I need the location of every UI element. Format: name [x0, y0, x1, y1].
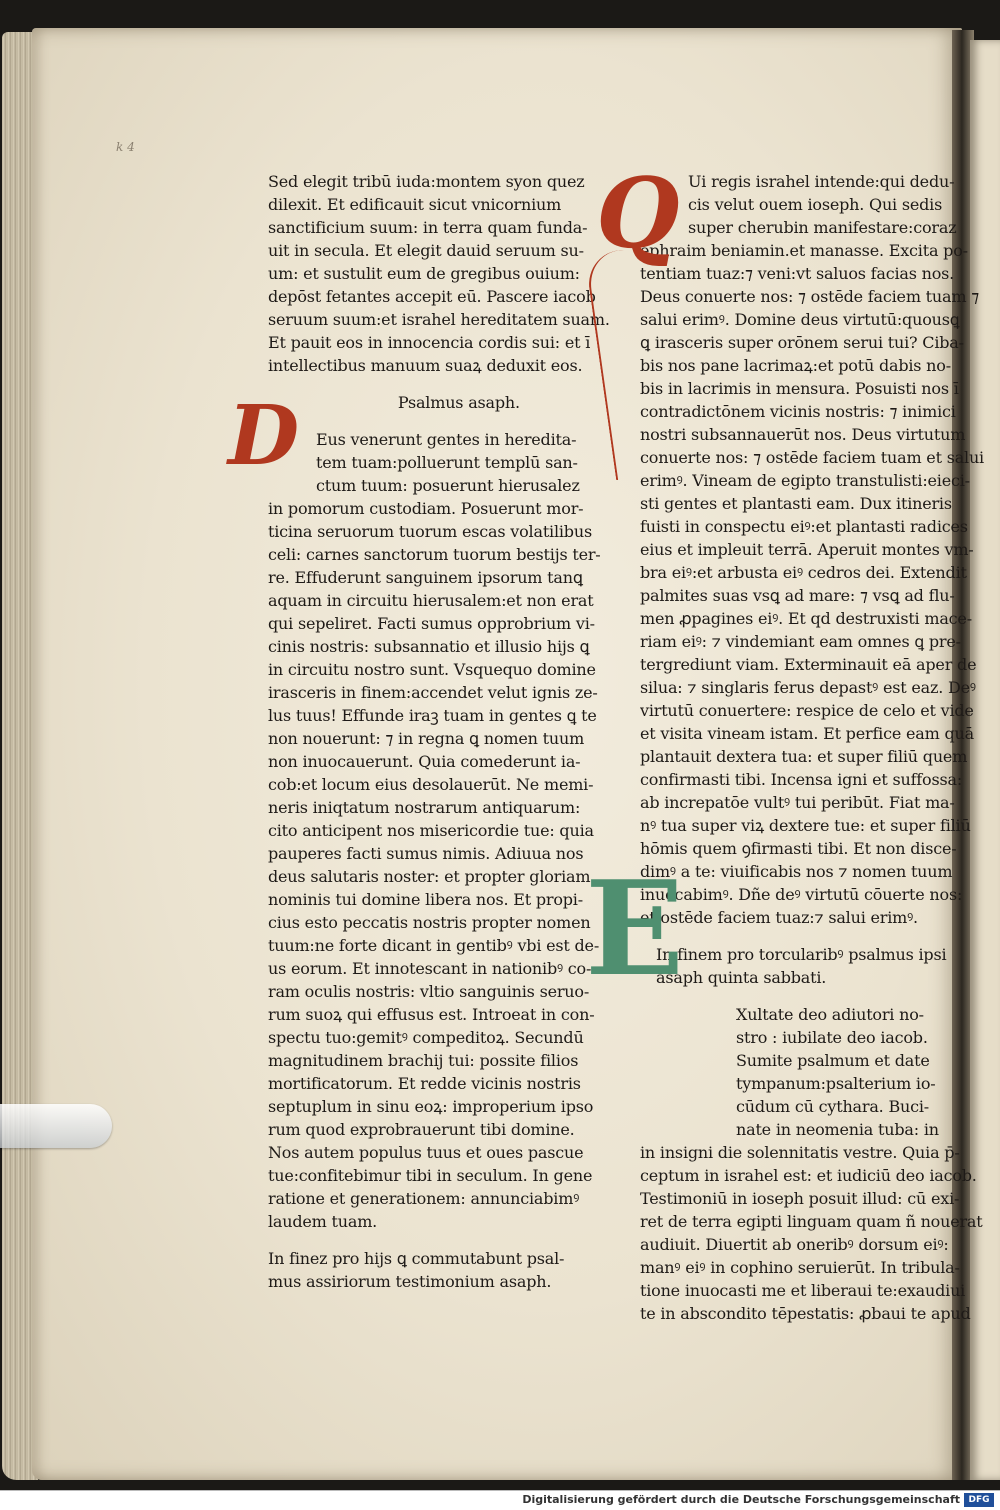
text-line: In finez pro hijs ꝗ commutabunt psal-	[268, 1249, 565, 1268]
folio-mark: k 4	[116, 140, 135, 154]
text-line: in insigni die solennitatis vestre. Quia p̄-	[640, 1143, 960, 1162]
psalm-heading-2	[268, 1247, 610, 1293]
footer-credit: Digitalisierung gefördert durch die Deutsche Forschungsgemeinschaft	[522, 1493, 960, 1506]
text-line: dilexit. Et edificauit sicut vnicornium	[268, 195, 562, 214]
text-line: te in abscondito tēpestatis: ꝓbaui te apud	[640, 1304, 971, 1323]
text-line: laudem tuam.	[268, 1212, 378, 1231]
text-line: hōmis quem ꝯfirmasti tibi. Et non disce-	[640, 839, 957, 858]
text-line: audiuit. Diuertit ab oneribꝰ dorsum eiꝰ:	[640, 1235, 949, 1254]
footer-bar	[0, 1490, 1000, 1510]
text-line: sanctificium suum: in terra quam funda-	[268, 218, 588, 237]
text-line: cius esto peccatis nostris propter nomen	[268, 913, 591, 932]
text-line: non nouerunt: ⁊ in regna ꝗ nomen tuum	[268, 729, 585, 748]
text-line: bis nos pane lacrimaꝝ:et potū dabis no-	[640, 356, 951, 375]
text-line: riam eiꝰ: ⁊ vindemiant eam omnes ꝗ pre-	[640, 632, 961, 651]
text-line: inuocabimꝰ. Dñe deꝰ virtutū cōuerte nos:	[640, 885, 963, 904]
text-line: pauperes facti sumus nimis. Adiuua nos	[268, 844, 584, 863]
text-line: men ꝓpagines eiꝰ. Et qd destruxisti mace-	[640, 609, 972, 628]
text-line: deus salutaris noster: et propter gloriam	[268, 867, 591, 886]
text-line: Testimoniū in ioseph posuit illud: cū exi-	[640, 1189, 960, 1208]
text-line: ram oculis nostris: vltio sanguinis seruo-	[268, 982, 590, 1001]
text-line: asaph quinta sabbati.	[656, 968, 827, 987]
text-line: nominis tui domine libera nos. Et propi-	[268, 890, 583, 909]
text-line: erimꝰ. Vineam de egipto transtulisti:eieci-	[640, 471, 970, 490]
text-line: bis in lacrimis in mensura. Posuisti nos ī	[640, 379, 959, 398]
text-line: confirmasti tibi. Incensa igni et suffossa:	[640, 770, 963, 789]
left-lines-a	[268, 170, 610, 377]
text-line: dimꝰ a te: viuificabis nos ⁊ nomen tuum	[640, 862, 953, 881]
text-line: tem tuam:polluerunt templū san-	[316, 453, 578, 472]
text-line: septuplum in sinu eoꝝ: improperium ipso	[268, 1097, 594, 1116]
text-line: fuisti in conspectu eiꝰ:et plantasti radices	[640, 517, 968, 536]
dfg-logo: DFG	[964, 1493, 994, 1507]
text-line: mortificatorum. Et redde vicinis nostris	[268, 1074, 581, 1093]
text-line: rum quod exprobrauerunt tibi domine.	[268, 1120, 575, 1139]
text-line: Sed elegit tribū iuda:montem syon quez	[268, 172, 585, 191]
text-line: ceptum in israhel est: et iudiciū deo iacob.	[640, 1166, 977, 1185]
page-holder-clip	[0, 1104, 112, 1148]
text-line: sti gentes et plantasti eam. Dux itineris	[640, 494, 952, 513]
text-line: irasceris in finem:accendet velut ignis ze-	[268, 683, 598, 702]
text-line: nate in neomenia tuba: in	[736, 1120, 939, 1139]
left-lines-b	[268, 428, 610, 1233]
text-line: qui sepeliret. Facti sumus opprobrium vi-	[268, 614, 595, 633]
text-line: Nos autem populus tuus et oues pascue	[268, 1143, 584, 1162]
text-line: contradictōnem vicinis nostris: ⁊ inimici	[640, 402, 956, 421]
text-line: ret de terra egipti linguam quam ñ nouerat	[640, 1212, 983, 1231]
text-line: tentiam tuaz:⁊ veni:vt saluos facias nos.	[640, 264, 955, 283]
text-line: tergrediunt viam. Exterminauit eā aper de	[640, 655, 977, 674]
text-line: uit in secula. Et elegit dauid seruum su-	[268, 241, 584, 260]
text-line: intellectibus manuum suaꝝ deduxit eos.	[268, 356, 583, 375]
text-line: bra eiꝰ:et arbusta eiꝰ cedros dei. Extendit	[640, 563, 967, 582]
text-line: stro : iubilate deo iacob.	[736, 1028, 928, 1047]
text-line: nostri subsannauerūt nos. Deus virtutum	[640, 425, 966, 444]
text-line: non inuocauerunt. Quia comederunt ia-	[268, 752, 581, 771]
psalm-heading-1: Psalmus asaph.	[397, 393, 520, 412]
text-line: eius et impleuit terrā. Aperuit montes vm-	[640, 540, 974, 559]
text-line: spectu tuo:gemitꝰ compeditoꝝ. Secundū	[268, 1028, 584, 1047]
text-line: mus assiriorum testimonium asaph.	[268, 1272, 552, 1291]
text-line: tione inuocasti me et liberaui te:exaudiui	[640, 1281, 966, 1300]
right-text-column	[640, 170, 984, 1325]
red-initial-d: D	[228, 388, 300, 484]
text-line: ratione et generationem: annunciabimꝰ	[268, 1189, 580, 1208]
text-line: plantauit dextera tua: et super filiū quem	[640, 747, 968, 766]
text-line: depōst fetantes accepit eū. Pascere iacob	[268, 287, 596, 306]
text-line: In finem pro torcularibꝰ psalmus ipsi	[656, 945, 947, 964]
text-line: ctum tuum: posuerunt hierusalez	[316, 476, 580, 495]
text-line: tue:confitebimur tibi in seculum. In gene	[268, 1166, 593, 1185]
psalm-heading-3	[640, 943, 984, 989]
text-line: Sumite psalmum et date	[736, 1051, 930, 1070]
text-line: um: et sustulit eum de gregibus ouium:	[268, 264, 580, 283]
text-line: ephraim beniamin.et manasse. Excita po-	[640, 241, 968, 260]
text-line: super cherubin manifestare:coraz	[688, 218, 957, 237]
text-line: cito anticipent nos misericordie tue: quia	[268, 821, 594, 840]
text-line: in pomorum custodiam. Posuerunt mor-	[268, 499, 584, 518]
text-line: et ostēde faciem tuaz:⁊ salui erimꝰ.	[640, 908, 918, 927]
text-line: ꝗ irasceris super orōnem serui tui? Ciba-	[640, 333, 964, 352]
text-line: Xultate deo adiutori no-	[736, 1005, 924, 1024]
text-line: seruum suum:et israhel hereditatem suam.	[268, 310, 610, 329]
text-line: in circuitu nostro sunt. Vsquequo domine	[268, 660, 596, 679]
text-line: cūdum cū cythara. Buci-	[736, 1097, 930, 1116]
text-line: ab increpatōe vultꝰ tui peribūt. Fiat ma-	[640, 793, 955, 812]
text-line: magnitudinem brachij tui: possite filios	[268, 1051, 579, 1070]
text-line: virtutū conuertere: respice de celo et vide	[640, 701, 974, 720]
text-line: ticina seruorum tuorum escas volatilibus	[268, 522, 592, 541]
text-line: celi: carnes sanctorum tuorum bestijs ter-	[268, 545, 601, 564]
text-line: rum suoꝝ qui effusus est. Introeat in con-	[268, 1005, 595, 1024]
right-lines-b	[640, 1003, 984, 1325]
text-line: Eus venerunt gentes in heredita-	[316, 430, 577, 449]
text-line: silua: ⁊ singlaris ferus depastꝰ est eaz. Deꝰ	[640, 678, 976, 697]
text-line: neris iniqtatum nostrarum antiquarum:	[268, 798, 581, 817]
text-line: tuum:ne forte dicant in gentibꝰ vbi est de-	[268, 936, 600, 955]
green-initial-e: E	[585, 852, 685, 1005]
text-line: palmites suas vsꝗ ad mare: ⁊ vsꝗ ad flu-	[640, 586, 955, 605]
text-line: et visita vineam istam. Et perfice eam quā	[640, 724, 974, 743]
left-text-column	[268, 170, 610, 1293]
text-line: cis velut ouem ioseph. Qui sedis	[688, 195, 943, 214]
red-initial-q: Q	[596, 157, 680, 270]
text-line: us eorum. Et innotescant in nationibꝰ co-	[268, 959, 592, 978]
text-line: salui erimꝰ. Domine deus virtutū:quousꝗ	[640, 310, 960, 329]
text-line: re. Effuderunt sanguinem ipsorum tanꝗ	[268, 568, 583, 587]
text-line: cob:et locum eius desolauerūt. Ne memi-	[268, 775, 594, 794]
text-line: lus tuus! Effunde iraꝫ tuam in gentes ꝗ te	[268, 706, 597, 725]
right-lines-a	[640, 170, 984, 929]
text-line: manꝰ eiꝰ in cophino seruierūt. In tribula-	[640, 1258, 960, 1277]
text-line: Deus conuerte nos: ⁊ ostēde faciem tuam ⁊	[640, 287, 979, 306]
text-line: Ui regis israhel intende:qui dedu-	[688, 172, 955, 191]
text-line: nꝰ tua super viꝝ dextere tue: et super filiū	[640, 816, 971, 835]
text-line: cinis nostris: subsannatio et illusio hijs ꝗ	[268, 637, 590, 656]
text-line: conuerte nos: ⁊ ostēde faciem tuam et salui	[640, 448, 984, 467]
text-line: aquam in circuitu hierusalem:et non erat	[268, 591, 594, 610]
text-line: Et pauit eos in innocencia cordis sui: et ī	[268, 333, 591, 352]
text-line: tympanum:psalterium io-	[736, 1074, 936, 1093]
